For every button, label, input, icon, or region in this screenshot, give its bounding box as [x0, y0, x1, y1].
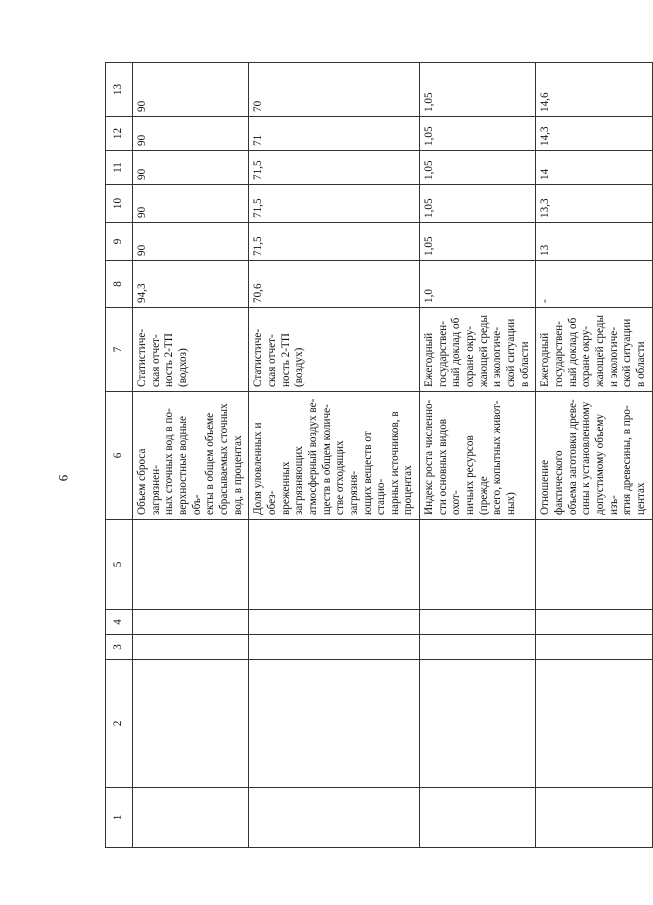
header-row — [106, 63, 133, 848]
value-cell: 1,05 — [420, 63, 536, 117]
value-cell: 13 — [536, 223, 652, 261]
table-cell — [420, 660, 536, 788]
column-header: 3 — [106, 635, 133, 660]
value-cell: 1,05 — [420, 117, 536, 151]
column-header: 6 — [106, 392, 133, 520]
table-cell — [249, 660, 420, 788]
value-cell: 70,6 — [249, 261, 420, 308]
value-cell: 14,6 — [536, 63, 652, 117]
table-cell — [536, 520, 652, 610]
value-cell: 71,5 — [249, 185, 420, 223]
column-header: 11 — [106, 151, 133, 185]
source-cell: Ежегодный государствен- ный доклад об охране окру- жающей среды и экологиче- ской ситуации в области — [420, 308, 536, 392]
value-cell: 94,3 — [133, 261, 249, 308]
table-cell — [536, 660, 652, 788]
column-header: 1 — [106, 788, 133, 848]
table-cell — [420, 520, 536, 610]
column-header: 8 — [106, 261, 133, 308]
value-cell: 1,0 — [420, 261, 536, 308]
indicator-cell: Отношение фактического объема заготовки древе- сины к установленному допустимому объему изъ- ятия древесины, в про- центах — [536, 392, 652, 520]
table-row — [536, 63, 652, 848]
table-cell — [249, 610, 420, 635]
page-number: 9 — [56, 474, 71, 482]
table-cell — [420, 635, 536, 660]
table-cell — [249, 635, 420, 660]
value-cell: 14 — [536, 151, 652, 185]
column-header: 2 — [106, 660, 133, 788]
rotated-table-container — [105, 83, 647, 848]
source-cell: Ежегодный государствен- ный доклад об охране окру- жающей среды и экологиче- ской ситуации в области — [536, 308, 652, 392]
table-cell — [249, 788, 420, 848]
column-header: 7 — [106, 308, 133, 392]
column-header: 9 — [106, 223, 133, 261]
value-cell: 90 — [133, 63, 249, 117]
table-cell — [133, 635, 249, 660]
table-cell — [536, 610, 652, 635]
value-cell: 70 — [249, 63, 420, 117]
table-cell — [133, 610, 249, 635]
table-row — [420, 63, 536, 848]
value-cell: 71,5 — [249, 151, 420, 185]
table-cell — [133, 660, 249, 788]
table-cell — [133, 520, 249, 610]
column-header: 12 — [106, 117, 133, 151]
value-cell: - — [536, 261, 652, 308]
column-header: 4 — [106, 610, 133, 635]
table-cell — [536, 788, 652, 848]
indicator-cell: Объем сброса загрязнен- ных сточных вод в по- верхностные водные объ- екты в общем объеме сбрасываемых сточных вод, в процентах — [133, 392, 249, 520]
value-cell: 1,05 — [420, 185, 536, 223]
table-cell — [249, 520, 420, 610]
table-row — [133, 63, 249, 848]
value-cell: 1,05 — [420, 223, 536, 261]
table-row — [249, 63, 420, 848]
table-cell — [420, 788, 536, 848]
indicator-cell: Доля уловленных и обез- вреженных загрязняющих атмосферный воздух ве- ществ в общем количе- стве отходящих загрязня- ющих веществ от стацио- нарных источников, в процентах — [249, 392, 420, 520]
column-header: 5 — [106, 520, 133, 610]
value-cell: 71 — [249, 117, 420, 151]
indicator-cell: Индекс роста численно- сти основных видов охот- ничьих ресурсов (прежде всего, копытных живот- ных) — [420, 392, 536, 520]
value-cell: 13,3 — [536, 185, 652, 223]
table-cell — [420, 610, 536, 635]
value-cell: 90 — [133, 151, 249, 185]
indicators-table — [105, 62, 653, 848]
value-cell: 90 — [133, 223, 249, 261]
value-cell: 90 — [133, 185, 249, 223]
column-header: 10 — [106, 185, 133, 223]
table-cell — [536, 635, 652, 660]
source-cell: Статистиче- ская отчет- ность 2-ТП (воздух) — [249, 308, 420, 392]
table-cell — [133, 788, 249, 848]
value-cell: 71,5 — [249, 223, 420, 261]
value-cell: 90 — [133, 117, 249, 151]
value-cell: 1,05 — [420, 151, 536, 185]
value-cell: 14,3 — [536, 117, 652, 151]
source-cell: Статистиче- ская отчет- ность 2-ТП (водхоз) — [133, 308, 249, 392]
column-header: 13 — [106, 63, 133, 117]
